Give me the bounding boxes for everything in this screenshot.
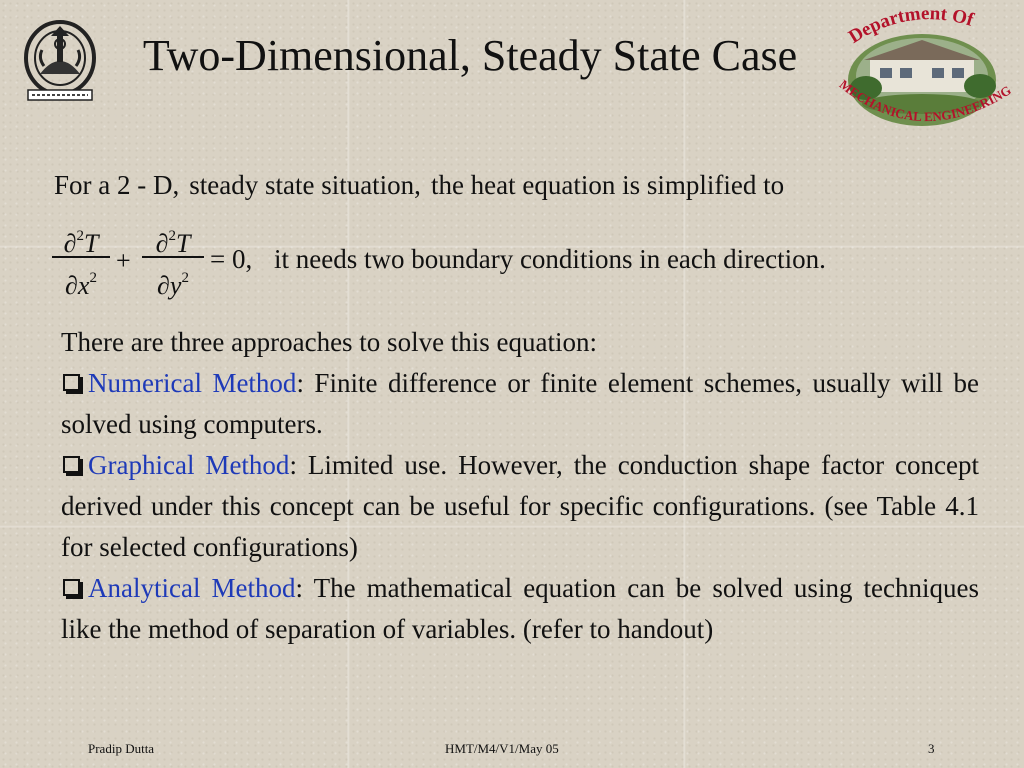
approaches-intro: There are three approaches to solve this equation: xyxy=(61,327,598,357)
d2t-dy2-fraction xyxy=(142,218,204,300)
variable-t: T xyxy=(83,229,99,258)
method-item-graphical xyxy=(61,445,979,568)
slide-title: Two-Dimensional, Steady State Case xyxy=(142,31,798,80)
variable-x: x xyxy=(77,270,90,300)
intro-text xyxy=(54,168,784,202)
method-description: : Limited use. However, the conduction shape factor concept derived under this concept can be useful for specific configurations. (see Table 4.1 for selected configurations) xyxy=(61,450,980,562)
intro-part-2: steady state situation, xyxy=(189,170,421,200)
partial-symbol: ∂ xyxy=(63,229,77,258)
method-name: Analytical Method xyxy=(88,573,296,603)
svg-text:MECHANICAL ENGINEERING: MECHANICAL ENGINEERING xyxy=(836,76,1014,125)
method-description: : The mathematical equation can be solved using techniques like the method of separation of variables. (refer to handout) xyxy=(61,573,979,644)
partial-symbol: ∂ xyxy=(157,270,170,300)
approaches-section xyxy=(61,322,979,650)
d2t-dx2-fraction xyxy=(52,218,110,300)
institute-seal-logo xyxy=(16,18,104,104)
intro-part-3: the heat equation is simplified to xyxy=(430,170,785,200)
page-number: 3 xyxy=(928,741,935,756)
checkbox-bullet-icon xyxy=(63,374,80,391)
partial-symbol: ∂ xyxy=(65,270,78,300)
exponent: 2 xyxy=(168,228,176,244)
method-item-analytical xyxy=(61,568,979,650)
variable-t: T xyxy=(175,229,191,258)
method-item-numerical xyxy=(61,363,979,445)
method-name: Graphical Method xyxy=(88,450,290,480)
method-description: : Finite difference or finite element schemes, usually will be solved using computers. xyxy=(61,368,979,439)
equation-rhs: = 0, xyxy=(210,244,253,274)
footer-code: HMT/M4/V1/May 05 xyxy=(445,741,559,756)
exponent: 2 xyxy=(89,269,97,286)
footer-author: Pradip Dutta xyxy=(88,741,155,756)
fraction-bar xyxy=(52,256,110,258)
checkbox-bullet-icon xyxy=(63,456,80,473)
partial-symbol: ∂ xyxy=(155,229,169,258)
method-name: Numerical Method xyxy=(88,368,297,398)
plus-sign: + xyxy=(116,246,131,275)
boundary-conditions-note: it needs two boundary conditions in each direction. xyxy=(274,244,826,274)
svg-text:Department Of: Department Of xyxy=(844,6,977,48)
fraction-bar xyxy=(142,256,204,258)
checkbox-bullet-icon xyxy=(63,579,80,596)
department-logo xyxy=(828,6,1020,154)
exponent: 2 xyxy=(76,228,84,244)
heat-equation xyxy=(52,218,972,308)
exponent: 2 xyxy=(181,269,189,286)
intro-part-1: For a 2 - D, xyxy=(54,170,180,200)
variable-y: y xyxy=(169,270,182,300)
